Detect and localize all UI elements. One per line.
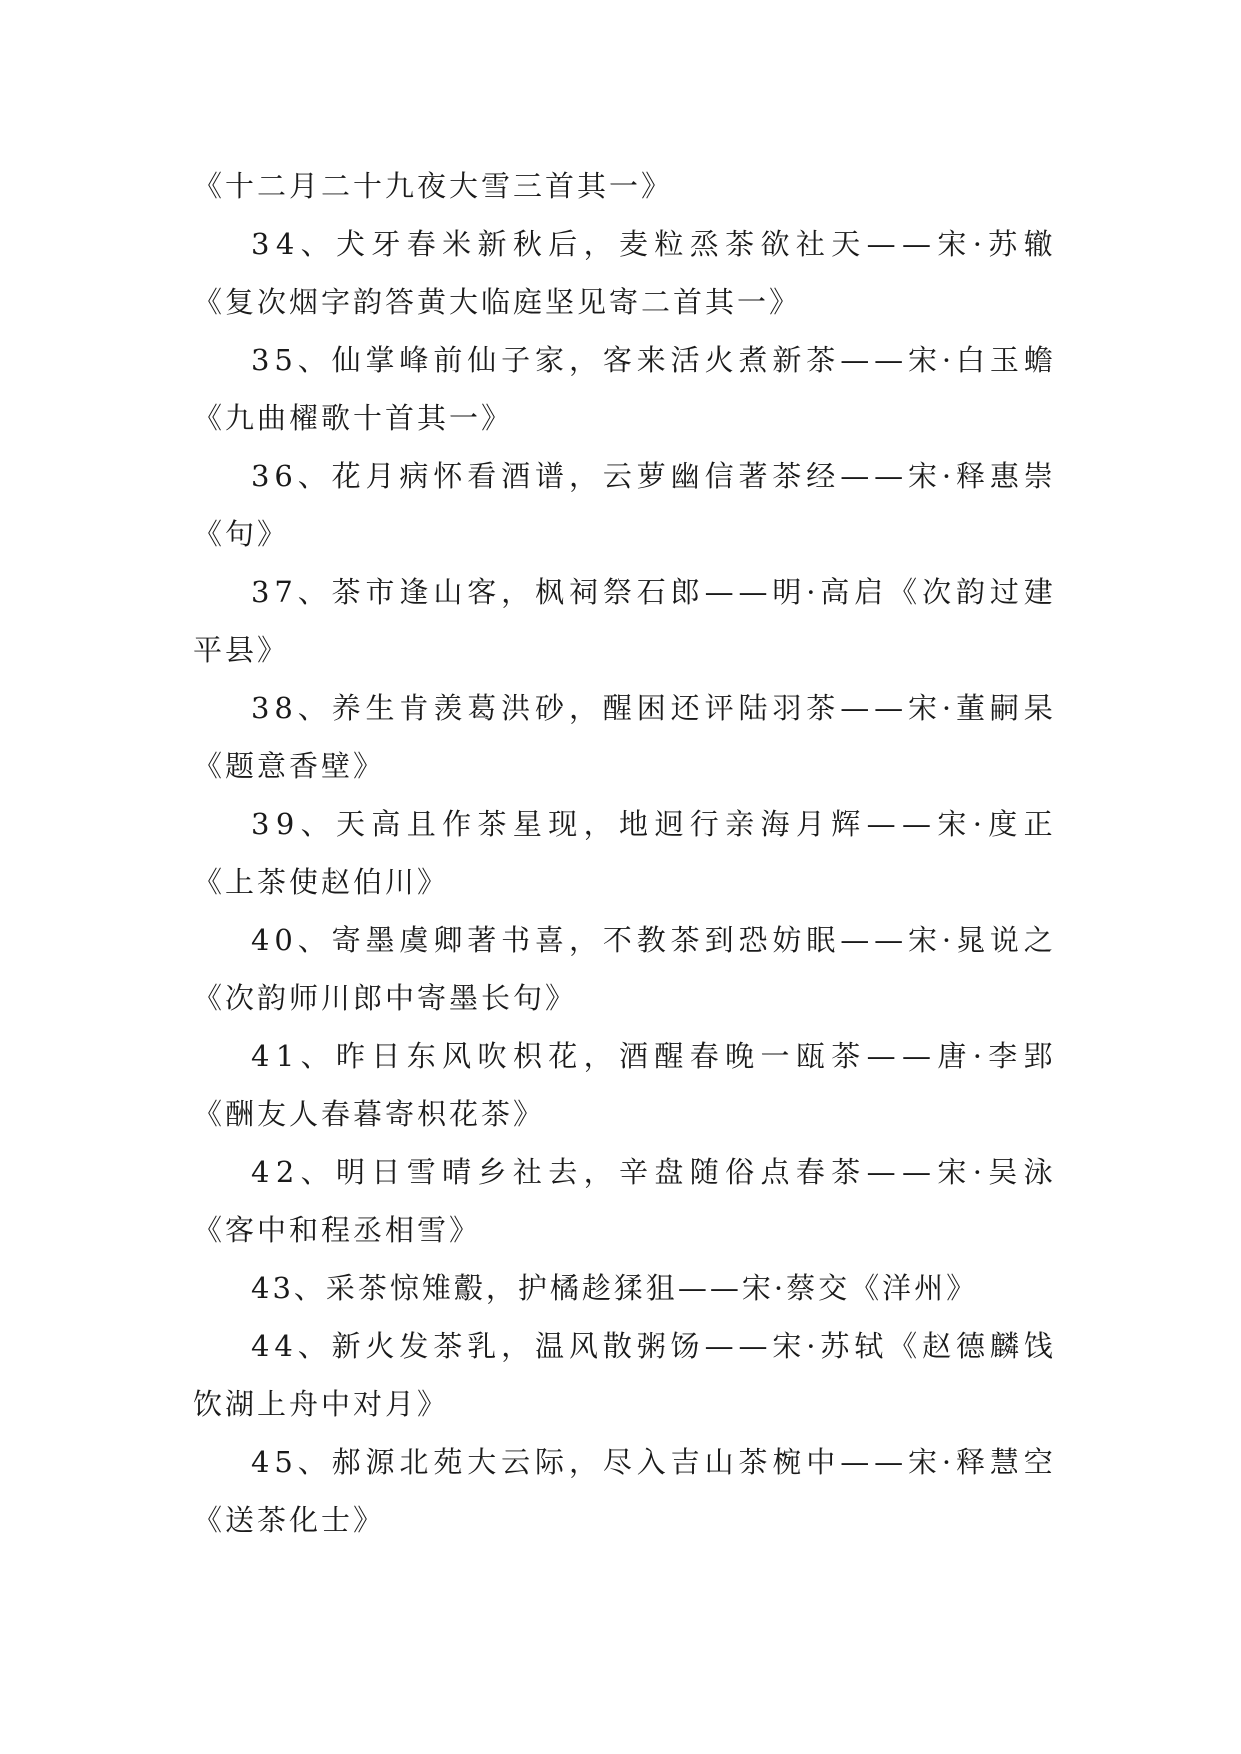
poem-entry-40: 4 0 、 寄 墨 虞 卿 著 书 喜 ， 不 教 茶 到 恐 妨 眠 — — 宋 · 晁 说 之: [251, 923, 1053, 957]
poem-entry-42: 4 2 、 明 日 雪 晴 乡 社 去 ， 辛 盘 随 俗 点 春 茶 — — 宋 · 吴 泳: [251, 1155, 1053, 1189]
poem-entry-44: 4 4 、 新 火 发 茶 乳 ， 温 风 散 粥 饧 — — 宋 · 苏 轼 《 赵 德 麟 饯: [251, 1329, 1053, 1363]
poem-entry-34: 3 4 、 犬 牙 春 米 新 秋 后 ， 麦 粒 烝 茶 欲 社 天 — — 宋 · 苏 辙: [251, 227, 1053, 261]
poem-entry-36: 3 6 、 花 月 病 怀 看 酒 谱 ， 云 萝 幽 信 著 茶 经 — — 宋 · 释 惠 崇: [251, 459, 1053, 493]
text-line: 《次韵师川郎中寄墨长句》: [193, 981, 578, 1015]
poem-entry-38: 3 8 、 养 生 肯 羡 葛 洪 砂 ， 醒 困 还 评 陆 羽 茶 — — 宋 · 董 嗣 杲: [251, 691, 1053, 725]
poem-entry-43: 43、采茶惊雉鷇，护橘趁猱狙——宋·蔡交《洋州》: [251, 1271, 979, 1305]
text-line: 《十二月二十九夜大雪三首其一》: [193, 169, 674, 203]
poem-entry-41: 4 1 、 昨 日 东 风 吹 枳 花 ， 酒 醒 春 晚 一 瓯 茶 — — 唐 · 李 郢: [251, 1039, 1053, 1073]
poem-list: [193, 157, 1053, 1549]
poem-entry-35: 3 5 、 仙 掌 峰 前 仙 子 家 ， 客 来 活 火 煮 新 茶 — — 宋 · 白 玉 蟾: [251, 343, 1053, 377]
text-line: 《九曲櫂歌十首其一》: [193, 401, 514, 435]
text-line: 《酬友人春暮寄枳花茶》: [193, 1097, 546, 1131]
text-line: 《题意香壁》: [193, 749, 386, 783]
text-line: 《送茶化士》: [193, 1503, 386, 1537]
poem-entry-45: 4 5 、 郝 源 北 苑 大 云 际 ， 尽 入 吉 山 茶 椀 中 — — 宋 · 释 慧 空: [251, 1445, 1053, 1479]
text-line: 《复次烟字韵答黄大临庭坚见寄二首其一》: [193, 285, 802, 319]
poem-entry-37: 3 7 、 茶 市 逢 山 客 ， 枫 祠 祭 石 郎 — — 明 · 高 启 《 次 韵 过 建: [251, 575, 1053, 609]
poem-entry-39: 3 9 、 天 高 且 作 茶 星 现 ， 地 迥 行 亲 海 月 辉 — — 宋 · 度 正: [251, 807, 1053, 841]
text-line: 《上茶使赵伯川》: [193, 865, 450, 899]
text-line: 《句》: [193, 517, 290, 551]
text-line: 饮湖上舟中对月》: [193, 1387, 450, 1421]
text-line: 《客中和程丞相雪》: [193, 1213, 482, 1247]
text-line: 平县》: [193, 633, 290, 667]
